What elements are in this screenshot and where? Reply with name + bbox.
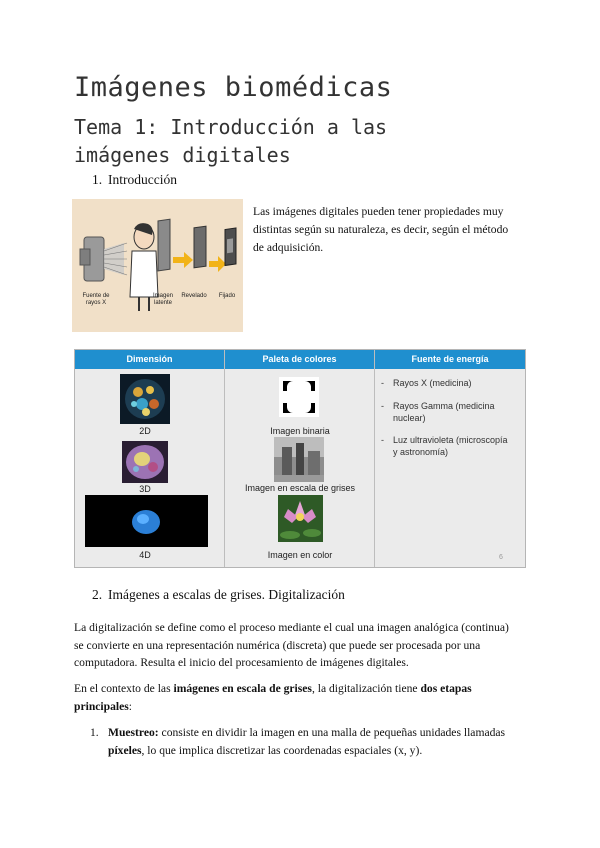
- para2-suffix: :: [128, 699, 132, 713]
- image-2d-cells: [120, 374, 170, 424]
- image-4d-sequence: [85, 495, 208, 547]
- sampling-term: Muestreo:: [108, 726, 159, 739]
- para2-middle: , la digitalización tiene: [311, 682, 421, 695]
- para2-bold-grayscale: imágenes en escala de grises: [173, 682, 312, 695]
- header-energy: Fuente de energía: [375, 350, 525, 369]
- label-binary: Imagen binaria: [270, 426, 330, 436]
- para2-line-1: [74, 680, 528, 698]
- para2-bold-principal: principales: [74, 699, 129, 713]
- energy-item-gamma-line1: Rayos Gamma (medicina: [393, 401, 495, 411]
- fig-label-latente-line2: latente: [153, 300, 172, 306]
- digitization-definition: [74, 619, 528, 672]
- sampling-text-1: consiste en dividir la imagen en una malla de pequeñas unidades llamadas: [158, 726, 506, 739]
- xray-process-figure: [72, 199, 243, 332]
- column-divider: [224, 350, 225, 567]
- image-3d-cell: [122, 441, 168, 483]
- topic-heading-line2: imágenes digitales: [74, 143, 291, 167]
- topic-heading-line1: Tema 1: Introducción a las: [74, 115, 388, 139]
- bullet-dash: -: [381, 378, 384, 388]
- list-item-line-1: [108, 724, 538, 742]
- list-item-line-2: [108, 742, 538, 760]
- energy-item-xray: Rayos X (medicina): [393, 378, 472, 388]
- intro-paragraph: [253, 203, 543, 257]
- label-grayscale: Imagen en escala de grises: [244, 483, 356, 493]
- para2-bold-two-stages: dos etapas: [420, 682, 472, 695]
- slide-number: 6: [499, 554, 503, 561]
- section1-heading: Introducción: [108, 172, 177, 187]
- energy-item-uv-line2: y astronomía): [393, 447, 449, 457]
- label-3d: 3D: [139, 484, 151, 494]
- section2-heading: Imágenes a escalas de grises. Digitalización: [108, 587, 345, 602]
- image-properties-table: [74, 349, 526, 568]
- grayscale-image: [274, 437, 324, 482]
- label-color: Imagen en color: [267, 550, 333, 560]
- color-image: [278, 495, 323, 542]
- section1-number: 1.: [92, 172, 103, 187]
- label-4d: 4D: [139, 550, 151, 560]
- cells-2d-picture: [120, 374, 170, 424]
- bullet-dash: -: [381, 401, 384, 411]
- grayscale-image-picture: [274, 437, 324, 482]
- list-item-sampling: [108, 724, 538, 760]
- fig-label-revelado: Revelado: [181, 293, 207, 299]
- para1-line-1: La digitalización se define como el proceso mediante el cual una imagen analógica (continua): [74, 621, 509, 634]
- binary-image: [279, 377, 319, 417]
- color-image-picture: [278, 495, 323, 542]
- bullet-dash: -: [381, 435, 384, 445]
- cell-4d-picture: [85, 495, 208, 547]
- intro-line-1: Las imágenes digitales pueden tener propiedades muy: [253, 205, 504, 218]
- column-divider: [374, 350, 375, 567]
- intro-line-2: distintas según su naturaleza, es decir, según el método: [253, 223, 509, 236]
- cell-3d-picture: [122, 441, 168, 483]
- binary-image-picture: [279, 377, 319, 417]
- energy-item-gamma-line2: nuclear): [393, 413, 426, 423]
- fig-label-fijado: Fijado: [218, 293, 236, 299]
- para2-line-2: [74, 698, 528, 716]
- list-item-number: 1.: [90, 726, 99, 739]
- intro-line-3: de adquisición.: [253, 241, 324, 254]
- document-title: Imágenes biomédicas: [74, 72, 393, 103]
- fig-label-latente-line1: Imagen: [152, 293, 173, 299]
- header-palette: Paleta de colores: [225, 350, 374, 369]
- para2-prefix: En el contexto de las: [74, 682, 174, 695]
- label-2d: 2D: [139, 426, 151, 436]
- grayscale-context-paragraph: [74, 680, 528, 715]
- header-dimension: Dimensión: [75, 350, 224, 369]
- para1-line-2: se convierte en una representación numérica (discreta) que puede ser procesada por una: [74, 638, 481, 652]
- para1-line-3: computadora. Resulta el inicio del procesamiento de imágenes digitales.: [74, 656, 409, 669]
- section2-number: 2.: [92, 587, 103, 602]
- energy-item-uv-line1: Luz ultravioleta (microscopía: [393, 435, 508, 445]
- fig-label-fuente-line1: Fuente de: [82, 293, 110, 299]
- pixels-term: píxeles: [108, 744, 142, 757]
- sampling-text-2: , lo que implica discretizar las coordenadas espaciales (x, y).: [141, 744, 423, 757]
- xray-process-illustration: [72, 199, 243, 332]
- fig-label-fuente-line2: rayos X: [85, 300, 107, 306]
